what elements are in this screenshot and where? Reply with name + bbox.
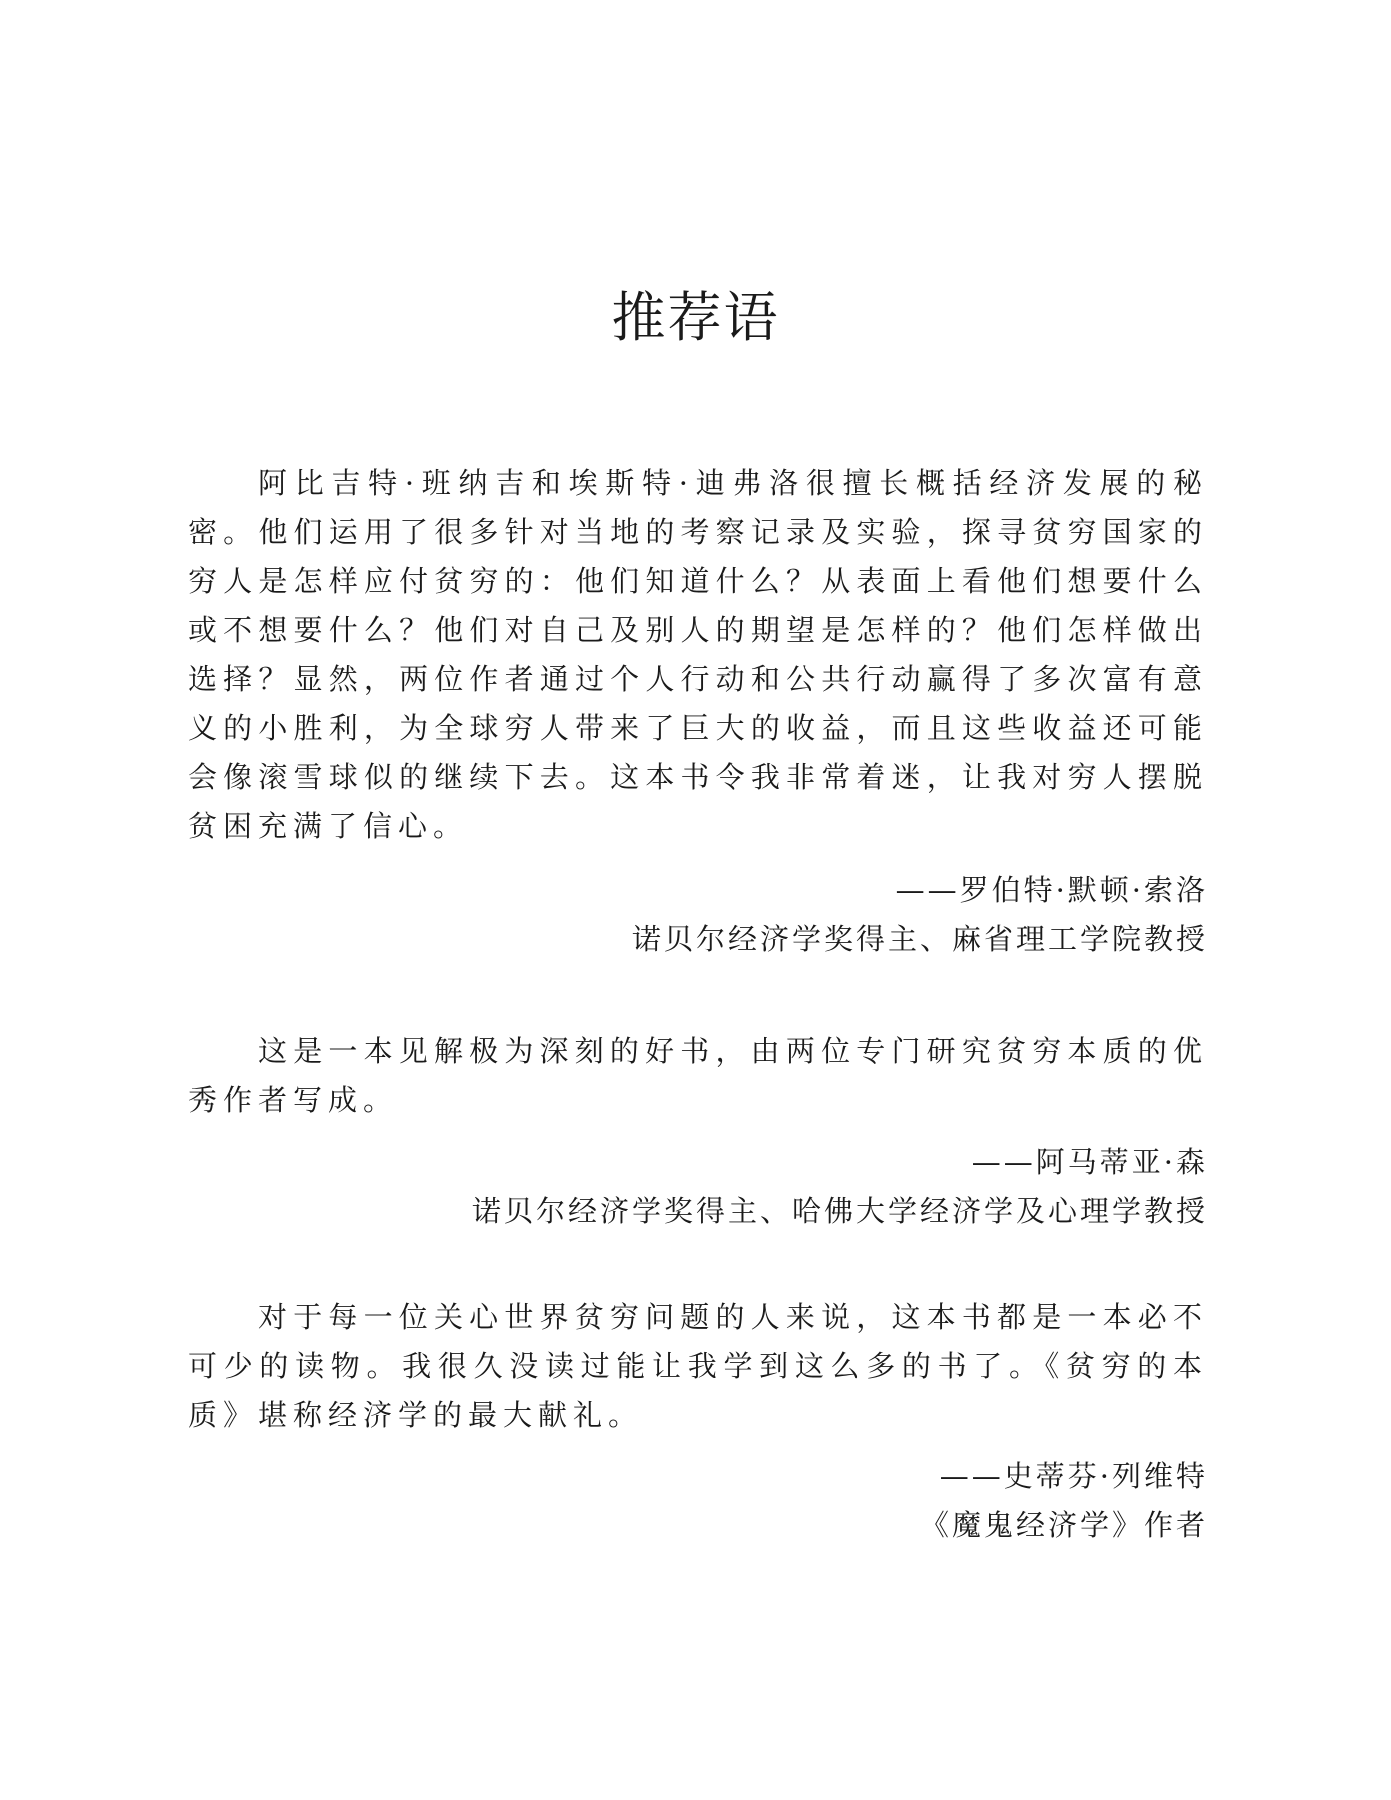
recommender-affiliation: 《魔鬼经济学》作者 [919, 1508, 1208, 1542]
recommender-name: ——罗伯特·默顿·索洛 [895, 873, 1208, 907]
recommendation-3 [188, 1293, 1208, 1440]
page-title: 推荐语 [611, 286, 780, 349]
recommender-affiliation: 诺贝尔经济学奖得主、哈佛大学经济学及心理学教授 [471, 1194, 1208, 1228]
recommendation-text: 阿比吉特·班纳吉和埃斯特·迪弗洛很擅长概括经济发展的秘密。他们运用了很多针对当地的考察记录及实验，探寻贫穷国家的穷人是怎样应付贫穷的：他们知道什么？从表面上看他们想要什么或不想要什么？他们对自己及别人的期望是怎样的？他们怎样做出选择？显然，两位作者通过个人行动和公共行动赢得了多次富有意义的小胜利，为全球穷人带来了巨大的收益，而且这些收益还可能会像滚雪球似的继续下去。这本书令我非常着迷，让我对穷人摆脱贫困充满了信心。 [188, 466, 1208, 843]
recommendation-text: 这是一本见解极为深刻的好书，由两位专门研究贫穷本质的优秀作者写成。 [188, 1034, 1208, 1117]
recommendation-2-attribution [188, 1138, 1208, 1236]
recommendation-3-attribution [188, 1452, 1208, 1550]
recommendation-2 [188, 1027, 1208, 1125]
recommendation-text: 对于每一位关心世界贫穷问题的人来说，这本书都是一本必不可少的读物。我很久没读过能让我学到这么多的书了。《贫穷的本质》堪称经济学的最大献礼。 [188, 1300, 1208, 1432]
recommender-name: ——阿马蒂亚·森 [971, 1145, 1208, 1179]
recommendation-1-attribution [188, 866, 1208, 964]
recommender-affiliation: 诺贝尔经济学奖得主、麻省理工学院教授 [631, 922, 1208, 956]
recommendation-1 [188, 459, 1208, 851]
recommender-name: ——史蒂芬·列维特 [939, 1459, 1208, 1493]
